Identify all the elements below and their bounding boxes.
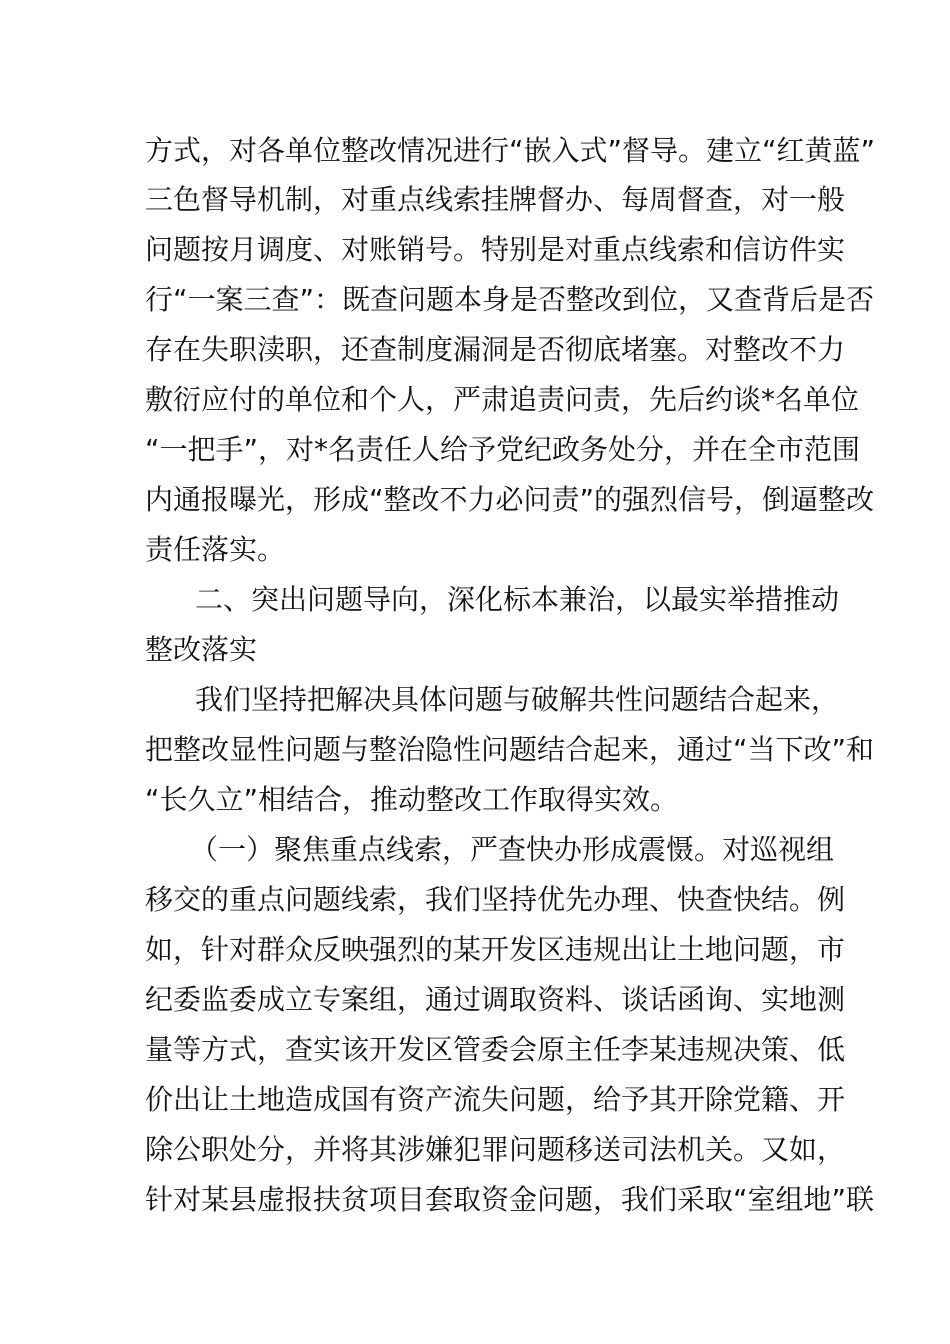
text-line: 价出让土地造成国有资产流失问题，给予其开除党籍、开 [145,1083,846,1116]
text-line: 如，针对群众反映强烈的某开发区违规出让土地问题，市 [145,933,846,966]
text-line: 纪委监委成立专案组，通过调取资料、谈话函询、实地测 [145,983,846,1016]
text-line: 量等方式，查实该开发区管委会原主任李某违规决策、低 [145,1033,846,1066]
section-heading: 二、突出问题导向，深化标本兼治，以最实举措推动 [195,583,840,616]
text-line: 敷衍应付的单位和个人，严肃追责问责，先后约谈*名单位 [145,383,860,416]
text-line: 责任落实。 [145,533,286,566]
text-line: “长久立”相结合，推动整改工作取得实效。 [145,783,679,816]
text-line: 三色督导机制，对重点线索挂牌督办、每周督查，对一般 [145,183,846,216]
text-line: 针对某县虚报扶贫项目套取资金问题，我们采取“室组地”联 [145,1183,875,1216]
text-line: 行“一案三查”：既查问题本身是否整改到位，又查背后是否 [145,283,875,316]
text-line: 存在失职渎职，还查制度漏洞是否彻底堵塞。对整改不力 [145,333,846,366]
text-line: 方式，对各单位整改情况进行“嵌入式”督导。建立“红黄蓝” [145,134,876,167]
text-line: 内通报曝光，形成“整改不力必问责”的强烈信号，倒逼整改 [145,483,875,516]
text-line: 问题按月调度、对账销号。特别是对重点线索和信访件实 [145,233,846,266]
text-line: “一把手”，对*名责任人给予党纪政务处分，并在全市范围 [145,433,861,466]
section-heading-continued: 整改落实 [145,633,258,666]
subsection-line: （一）聚焦重点线索，严查快办形成震慑。对巡视组 [190,833,835,866]
text-line: 除公职处分，并将其涉嫌犯罪问题移送司法机关。又如， [145,1133,846,1166]
text-line: 把整改显性问题与整治隐性问题结合起来，通过“当下改”和 [145,733,875,766]
text-line: 移交的重点问题线索，我们坚持优先办理、快查快结。例 [145,883,846,916]
text-line: 我们坚持把解决具体问题与破解共性问题结合起来， [195,683,840,716]
